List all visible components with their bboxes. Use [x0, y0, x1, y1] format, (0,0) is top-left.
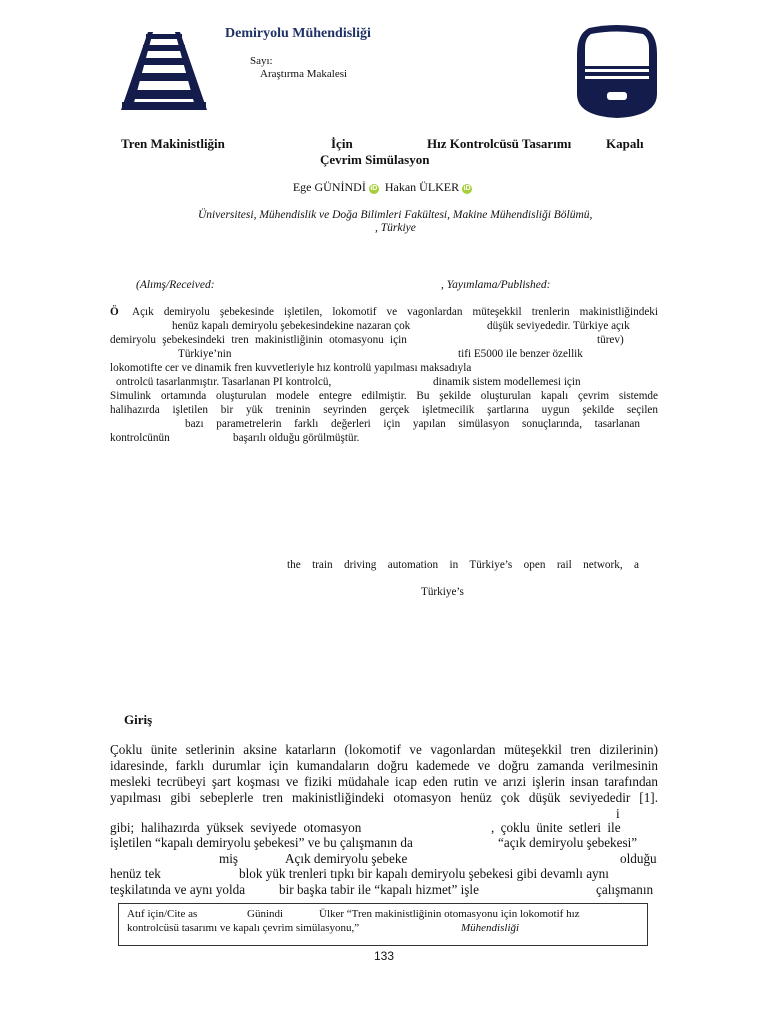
abstract-line: türev) — [597, 334, 624, 346]
railway-track-logo-icon — [118, 30, 210, 112]
published-date: , Yayımlama/Published: — [441, 279, 551, 291]
orcid-icon[interactable]: iD — [463, 185, 471, 192]
abstract-line: tifi E5000 ile benzer özellik — [458, 348, 583, 360]
title-part-3: Hız Kontrolcüsü Tasarımı — [427, 136, 572, 151]
intro-line: , çoklu ünite setleri ile — [491, 820, 621, 835]
intro-line: i — [616, 806, 620, 821]
page-number: 133 — [373, 949, 395, 963]
citation-author: Günindi — [247, 908, 284, 920]
citation-box — [118, 903, 648, 946]
orcid-icon[interactable]: iD — [370, 185, 378, 192]
citation-text: kontrolcüsü tasarımı ve kapalı çevrim simülasyonu,” — [127, 922, 360, 934]
author-1: Ege GÜNİNDİ — [292, 180, 366, 194]
intro-line: çalışmanın — [596, 882, 654, 897]
intro-line: yapılması gibi sebeplerle tren makinistliğindeki otomasyon henüz çok düşük seviyededir [1]. — [110, 790, 658, 805]
train-front-logo-icon — [575, 24, 659, 120]
author-2: Hakan ÜLKER — [384, 180, 460, 194]
intro-line: Çoklu ünite setlerinin aksine katarların (lokomotif ve vagonlardan müteşekkil tren dizilerinin) — [110, 742, 658, 757]
affiliation-line-2: , Türkiye — [375, 222, 416, 234]
title-part-4: Kapalı — [606, 136, 644, 151]
intro-line: idaresinde, farklı durumlar için kumandaların doğru kademede ve doğru zamanda verilmesinin — [110, 758, 658, 773]
title-part-2: İçin — [331, 136, 353, 151]
abstract-line: Simulink ortamında oluşturulan modele entegre edilmiştir. Bu şekilde oluşturulan kapalı çevrim sistemde — [110, 390, 658, 402]
intro-line: bir başka tabir ile “kapalı hizmet” işle — [279, 882, 479, 897]
citation-label: Atıf için/Cite as — [127, 908, 198, 920]
abstract-line: düşük seviyededir. Türkiye açık — [487, 320, 630, 332]
english-abstract-line: Türkiye’s — [421, 586, 464, 598]
intro-line: “açık demiryolu şebekesi” — [498, 835, 638, 850]
abstract-heading-letter: Ö — [110, 306, 119, 318]
abstract-line: henüz kapalı demiryolu şebekesindekine nazaran çok — [172, 320, 411, 332]
authors-line — [0, 180, 768, 195]
abstract-line: demiryolu şebekesindeki tren makinistliğinin otomasyonu için — [110, 334, 407, 346]
intro-line: işletilen “kapalı demiryolu şebekesi” ve bu çalışmanın da — [110, 835, 413, 850]
journal-title: Demiryolu Mühendisliği — [225, 26, 371, 41]
abstract-line: Türkiye’nin — [178, 348, 232, 360]
abstract-line: dinamik sistem modellemesi için — [433, 376, 581, 388]
abstract-line: halihazırda işletilen bir yük treninin seyrinden gerçek işletmecilik şartlarına uygun şekilde seçilen — [110, 404, 658, 416]
abstract-line: ontrolcü tasarlanmıştır. Tasarlanan PI kontrolcü, — [116, 376, 332, 388]
intro-line: mesleki tecrübeyi şart koşması ve fiziki müdahale icap eden rutin ve arızi işlerin insan tarafından — [110, 774, 658, 789]
section-heading-intro: Giriş — [124, 712, 153, 727]
article-type: Araştırma Makalesi — [260, 68, 348, 80]
abstract-line: başarılı olduğu görülmüştür. — [233, 432, 360, 444]
citation-journal: Mühendisliği — [461, 922, 520, 934]
english-abstract-line: the train driving automation in Türkiye’s open rail network, a — [287, 559, 639, 571]
intro-line: miş — [219, 851, 239, 866]
affiliation-line-1: Üniversitesi, Mühendislik ve Doğa Bilimleri Fakültesi, Makine Mühendisliği Bölümü, — [198, 209, 593, 221]
intro-line: gibi; halihazırda yüksek seviyede otomasyon — [110, 820, 362, 835]
abstract-line: kontrolcünün — [110, 432, 170, 444]
received-date: (Alımş/Received: — [136, 279, 215, 291]
issue-label: Sayı: — [250, 55, 273, 67]
intro-line: henüz tek — [110, 866, 161, 881]
title-part-1: Tren Makinistliğin — [121, 136, 225, 151]
abstract-line: Açık demiryolu şebekesinde işletilen, lokomotif ve vagonlardan müteşekkil trenlerin makinistliğindeki — [132, 306, 658, 318]
abstract-line: lokomotifte cer ve dinamik fren kuvvetleriyle hız kontrolü yapılması maksadıyla — [110, 362, 472, 374]
intro-line: blok yük trenleri tıpkı bir kapalı demiryolu şebekesi gibi devamlı aynı — [239, 866, 609, 881]
title-line-2: Çevrim Simülasyon — [320, 152, 430, 167]
intro-line: teşkilatında ve aynı yolda — [110, 882, 246, 897]
citation-text: Ülker “Tren makinistliğinin otomasyonu için lokomotif hız — [319, 908, 580, 920]
intro-line: Açık demiryolu şebeke — [285, 851, 408, 866]
abstract-line: bazı parametrelerin farklı değerleri için yapılan simülasyon sonuçlarında, tasarlanan — [185, 418, 640, 430]
intro-line: olduğu — [620, 851, 657, 866]
